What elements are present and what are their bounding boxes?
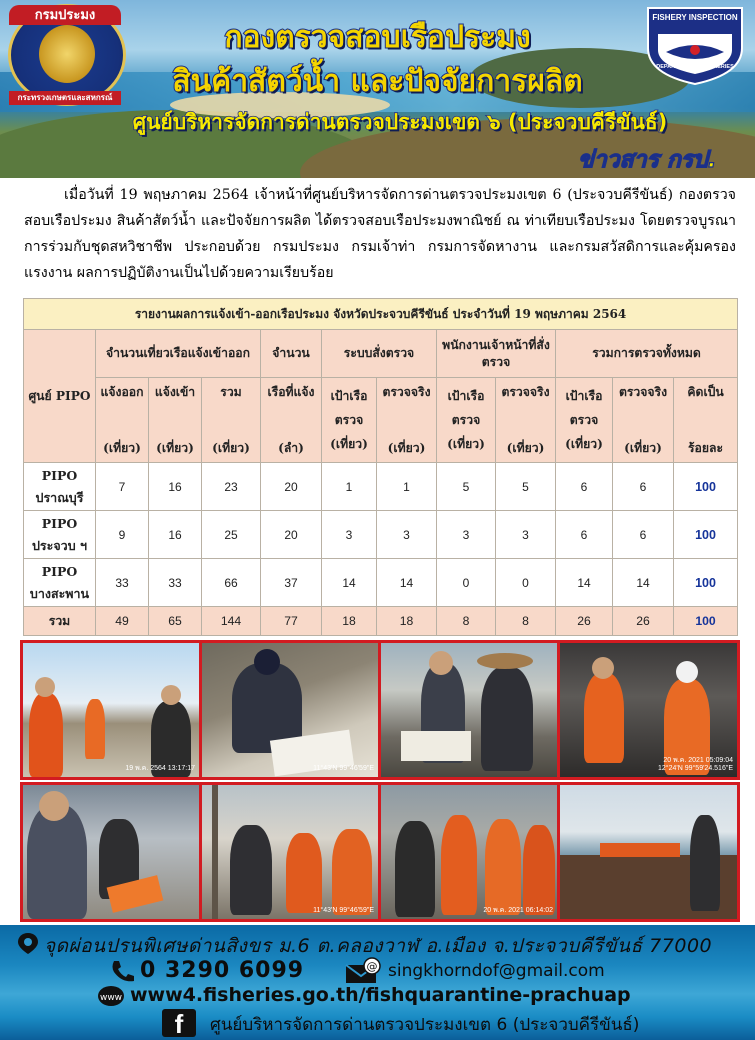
pole-shape bbox=[212, 785, 218, 919]
subheader-in: แจ้งเข้า (เที่ยว) bbox=[149, 378, 202, 463]
document-paper bbox=[401, 731, 471, 761]
hat-shape bbox=[477, 653, 533, 669]
table-caption: รายงานผลการแจ้งเข้า-ออกเรือประมง จังหวัดประจวบคีรีขันธ์ ประจำวันที่ 19 พฤษภาคม 2564 bbox=[24, 299, 738, 330]
cell-sum: 25 bbox=[202, 511, 261, 559]
total-label: รวม bbox=[24, 607, 96, 636]
person-shape bbox=[584, 673, 624, 763]
phone-icon bbox=[108, 958, 136, 984]
header-order-system: ระบบสั่งตรวจ bbox=[322, 330, 437, 378]
subheader-percent: คิดเป็น ร้อยละ bbox=[674, 378, 738, 463]
cell-out: 33 bbox=[96, 559, 149, 607]
cell-total-actual: 14 bbox=[613, 559, 674, 607]
person-shape bbox=[230, 825, 272, 915]
row-center-name: PIPO บางสะพาน bbox=[24, 559, 96, 607]
cell-officer-actual: 0 bbox=[496, 559, 556, 607]
cell-in: 16 bbox=[149, 511, 202, 559]
subheader-total-target: เป้าเรือ ตรวจ (เที่ยว) bbox=[556, 378, 613, 463]
cell-total-actual: 6 bbox=[613, 511, 674, 559]
cell-out: 9 bbox=[96, 511, 149, 559]
photo-harbor-boats bbox=[560, 785, 737, 919]
photo-timestamp: 11°43'N 99°46'59"E bbox=[313, 907, 374, 914]
cell-order-actual: 3 bbox=[377, 511, 437, 559]
subheader-officer-actual: ตรวจจริง (เที่ยว) bbox=[496, 378, 556, 463]
photo-inspection-pier bbox=[23, 643, 199, 777]
table-row bbox=[24, 511, 738, 559]
table-row bbox=[24, 463, 738, 511]
photo-crew-check bbox=[23, 785, 199, 919]
cell-sum: 23 bbox=[202, 463, 261, 511]
photo-life-jacket-check bbox=[202, 785, 378, 919]
header-count: จำนวน bbox=[261, 330, 322, 378]
person-shape bbox=[395, 821, 435, 917]
photo-timestamp: 20 พ.ค. 2021 06:14:02 bbox=[483, 907, 553, 914]
footer-contact-bar bbox=[0, 925, 755, 1040]
cell-percent: 100 bbox=[674, 607, 738, 636]
person-shape bbox=[429, 651, 453, 675]
cell-boats: 20 bbox=[261, 511, 322, 559]
crew-group-shape bbox=[600, 843, 680, 857]
subheader-order-actual: ตรวจจริง (เที่ยว) bbox=[377, 378, 437, 463]
photo-boat-inspection bbox=[381, 643, 557, 777]
news-paragraph-text: เมื่อวันที่ 19 พฤษภาคม 2564 เจ้าหน้าที่ศูนย์บริหารจัดการด่านตรวจประมงเขต 6 (ประจวบคีรีขันธ์) กองตรวจสอบเรือประมง สินค้าสัตว์น้ำ และปัจจัยการผลิต ได้ตรวจสอบเรือประมงพาณิชย์ ณ ท่าเทียบเรือประมง โดยตรวจบูรณาการร่วมกับชุดสหวิชาชีพ ประกอบด้วย กรมประมง กรมเจ้าท่า กรมการจัดหางาน และกรมสวัสดิการและคุ้มครองแรงงาน ผลการปฏิบัติงานเป็นไปด้วยความเรียบร้อย bbox=[24, 187, 736, 281]
person-shape bbox=[332, 829, 372, 915]
cell-order-target: 1 bbox=[322, 463, 377, 511]
svg-text:@: @ bbox=[366, 960, 378, 973]
cell-out: 7 bbox=[96, 463, 149, 511]
header-total-inspection: รวมการตรวจทั้งหมด bbox=[556, 330, 738, 378]
cell-in: 16 bbox=[149, 463, 202, 511]
logo-left-bottom-text: กระทรวงเกษตรและสหกรณ์ bbox=[9, 91, 121, 105]
header-center: ศูนย์ PIPO bbox=[24, 330, 96, 463]
cell-officer-target: 0 bbox=[437, 559, 496, 607]
header-trips: จำนวนเที่ยวเรือแจ้งเข้าออก bbox=[96, 330, 261, 378]
photo-row-1 bbox=[20, 640, 740, 780]
cell-order-target: 3 bbox=[322, 511, 377, 559]
table-header-row bbox=[24, 330, 738, 378]
footer-facebook-page[interactable]: ศูนย์บริหารจัดการด่านตรวจประมงเขต 6 (ประจวบคีรีขันธ์) bbox=[210, 1015, 640, 1035]
photo-document-check bbox=[202, 643, 378, 777]
table-caption-row bbox=[24, 299, 738, 330]
row-center-name: PIPO ประจวบ ฯ bbox=[24, 511, 96, 559]
subheader-officer-target: เป้าเรือ ตรวจ (เที่ยว) bbox=[437, 378, 496, 463]
footer-email[interactable]: singkhorndof@gmail.com bbox=[388, 961, 605, 981]
subheader-sum: รวม (เที่ยว) bbox=[202, 378, 261, 463]
banner-title-line2: สินค้าสัตว์น้ำ และปัจจัยการผลิต bbox=[172, 64, 583, 99]
cell-order-actual: 14 bbox=[377, 559, 437, 607]
person-shape bbox=[690, 815, 720, 911]
cell-sum: 144 bbox=[202, 607, 261, 636]
cell-order-target: 18 bbox=[322, 607, 377, 636]
cell-officer-actual: 8 bbox=[496, 607, 556, 636]
person-shape bbox=[286, 833, 322, 913]
cell-order-actual: 18 bbox=[377, 607, 437, 636]
header-officer-order: พนักงานเจ้าหน้าที่สั่งตรวจ bbox=[437, 330, 556, 378]
vessel-report-table bbox=[23, 298, 738, 636]
person-shape bbox=[39, 791, 69, 821]
news-paragraph bbox=[24, 182, 736, 286]
table-total-row bbox=[24, 607, 738, 636]
cell-out: 49 bbox=[96, 607, 149, 636]
photo-night-inspection bbox=[560, 643, 737, 777]
person-shape bbox=[27, 805, 87, 919]
table-row bbox=[24, 559, 738, 607]
cell-total-actual: 26 bbox=[613, 607, 674, 636]
logo-right-bottom-text: DEPARTMENT OF FISHERIES bbox=[656, 64, 734, 70]
cell-total-target: 6 bbox=[556, 511, 613, 559]
svg-text:www: www bbox=[99, 993, 123, 1003]
cell-officer-target: 3 bbox=[437, 511, 496, 559]
person-shape bbox=[481, 667, 533, 771]
www-globe-icon bbox=[96, 984, 126, 1008]
footer-phone: 0 3290 6099 bbox=[140, 958, 305, 983]
person-shape bbox=[676, 661, 698, 683]
footer-address: จุดผ่อนปรนพิเศษด่านสิงขร ม.6 ต.คลองวาฬ อ.เมือง จ.ประจวบคีรีขันธ์ 77000 bbox=[44, 935, 713, 957]
location-icon bbox=[14, 931, 42, 955]
person-shape bbox=[35, 677, 55, 697]
news-tagline: ข่าวสาร กรป. bbox=[578, 147, 717, 173]
cell-total-target: 14 bbox=[556, 559, 613, 607]
footer-website[interactable]: www4.fisheries.go.th/fishquarantine-prachuap bbox=[130, 984, 631, 1006]
photo-timestamp: 11°43'N 99°46'59"E bbox=[313, 765, 374, 772]
email-icon bbox=[344, 957, 384, 985]
cell-order-target: 14 bbox=[322, 559, 377, 607]
cell-officer-target: 5 bbox=[437, 463, 496, 511]
cell-percent: 100 bbox=[674, 559, 738, 607]
cell-boats: 77 bbox=[261, 607, 322, 636]
person-shape bbox=[485, 819, 521, 915]
cell-officer-target: 8 bbox=[437, 607, 496, 636]
person-shape bbox=[85, 699, 105, 759]
banner-title-line3: ศูนย์บริหารจัดการด่านตรวจประมงเขต ๖ (ประจวบคีรีขันธ์) bbox=[132, 110, 668, 134]
table-subheader-row bbox=[24, 378, 738, 463]
cell-total-target: 26 bbox=[556, 607, 613, 636]
person-shape bbox=[523, 825, 555, 915]
subheader-total-actual: ตรวจจริง (เที่ยว) bbox=[613, 378, 674, 463]
logo-right-top-text: FISHERY INSPECTION bbox=[652, 13, 738, 22]
subheader-boats: เรือที่แจ้ง (ลำ) bbox=[261, 378, 322, 463]
cell-boats: 37 bbox=[261, 559, 322, 607]
cell-in: 33 bbox=[149, 559, 202, 607]
row-center-name: PIPO ปราณบุรี bbox=[24, 463, 96, 511]
cell-percent: 100 bbox=[674, 463, 738, 511]
logo-left-top-text: กรมประมง bbox=[9, 5, 121, 25]
facebook-icon[interactable]: f bbox=[162, 1009, 196, 1037]
cell-officer-actual: 5 bbox=[496, 463, 556, 511]
cell-in: 65 bbox=[149, 607, 202, 636]
cell-order-actual: 1 bbox=[377, 463, 437, 511]
photo-timestamp: 19 พ.ค. 2564 13:17:17 bbox=[125, 765, 195, 772]
subheader-order-target: เป้าเรือ ตรวจ (เที่ยว) bbox=[322, 378, 377, 463]
photo-timestamp: 20 พ.ค. 2021 05:09:04 12°24'N 99°59'24.516"E bbox=[658, 757, 733, 772]
cell-total-target: 6 bbox=[556, 463, 613, 511]
cell-total-actual: 6 bbox=[613, 463, 674, 511]
person-shape bbox=[441, 815, 477, 915]
cell-percent: 100 bbox=[674, 511, 738, 559]
person-shape bbox=[161, 685, 181, 705]
cell-boats: 20 bbox=[261, 463, 322, 511]
banner-title-line1: กองตรวจสอบเรือประมง bbox=[224, 20, 531, 55]
header-banner bbox=[0, 0, 755, 178]
cell-officer-actual: 3 bbox=[496, 511, 556, 559]
person-shape bbox=[254, 649, 280, 675]
subheader-out: แจ้งออก (เที่ยว) bbox=[96, 378, 149, 463]
photo-crew-lineup bbox=[381, 785, 557, 919]
photo-row-2 bbox=[20, 782, 740, 922]
person-shape bbox=[29, 693, 63, 777]
cell-sum: 66 bbox=[202, 559, 261, 607]
person-shape bbox=[592, 657, 614, 679]
